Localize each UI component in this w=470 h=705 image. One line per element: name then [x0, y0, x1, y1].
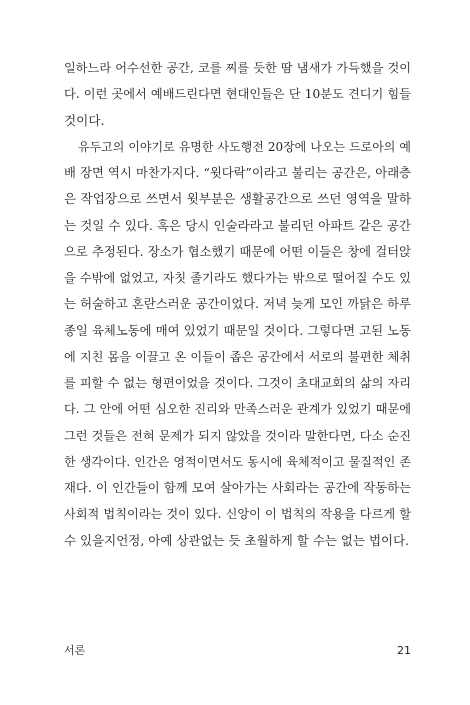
- running-footer-section: 서론: [64, 644, 86, 657]
- text-line: 은 작업장으로 쓰면서 윗부분은 생활공간으로 쓰던 영역을 말하: [64, 191, 411, 207]
- paragraph-1: [64, 55, 411, 134]
- text-line: 유두고의 이야기로 유명한 사도행전 20장에 나오는 드로아의 예: [78, 139, 411, 154]
- text-line: 으로 추정된다. 장소가 협소했기 때문에 어떤 이들은 창에 걸터앉: [64, 244, 411, 259]
- text-line: 것이다.: [64, 112, 105, 128]
- page-number: 21: [397, 644, 411, 657]
- text-line: 그런 것들은 전혀 문제가 되지 않았을 것이라 말한다면, 다소 순진: [64, 428, 411, 443]
- text-line: 다. 그 안에 어떤 심오한 진리와 만족스러운 관계가 있었기 때문에: [64, 402, 411, 417]
- text-line: 다. 이런 곳에서 예배드린다면 현대인들은 단 10분도 견디기 힘들: [64, 87, 411, 102]
- text-line: 종일 육체노동에 매여 있었기 때문일 것이다. 그렇다면 고된 노동: [64, 323, 411, 338]
- text-line: 에 지친 몸을 이끌고 온 이들이 좁은 공간에서 서로의 불편한 체취: [64, 349, 411, 364]
- body-text: [64, 55, 411, 554]
- text-line: 를 피할 수 없는 형편이었을 것이다. 그것이 초대교회의 삶의 자리: [64, 376, 411, 390]
- text-line: 수 있을지언정, 아예 상관없는 듯 초월하게 할 수는 없는 법이다.: [64, 532, 410, 548]
- text-line: 을 수밖에 없었고, 자칫 졸기라도 했다가는 밖으로 떨어질 수도 있: [64, 271, 411, 285]
- text-line: 는 허술하고 혼란스러운 공간이었다. 저녁 늦게 모인 까닭은 하루: [64, 297, 411, 312]
- text-line: 일하느라 어수선한 공간, 코를 찌를 듯한 땀 냄새가 가득했을 것이: [64, 61, 411, 75]
- text-line: 는 것일 수 있다. 혹은 당시 인술라라고 불리던 아파트 같은 공간: [64, 217, 411, 233]
- paragraph-2: [64, 134, 411, 554]
- text-line: 한 생각이다. 인간은 영적이면서도 동시에 육체적이고 물질적인 존: [64, 454, 411, 469]
- text-line: 배 장면 역시 마찬가지다. “윗다락”이라고 불리는 공간은, 아래층: [64, 166, 411, 180]
- text-line: 사회적 법칙이라는 것이 있다. 신앙이 이 법칙의 작용을 다르게 할: [64, 507, 411, 522]
- text-line: 재다. 이 인간들이 함께 모여 살아가는 사회라는 공간에 작동하는: [64, 481, 411, 495]
